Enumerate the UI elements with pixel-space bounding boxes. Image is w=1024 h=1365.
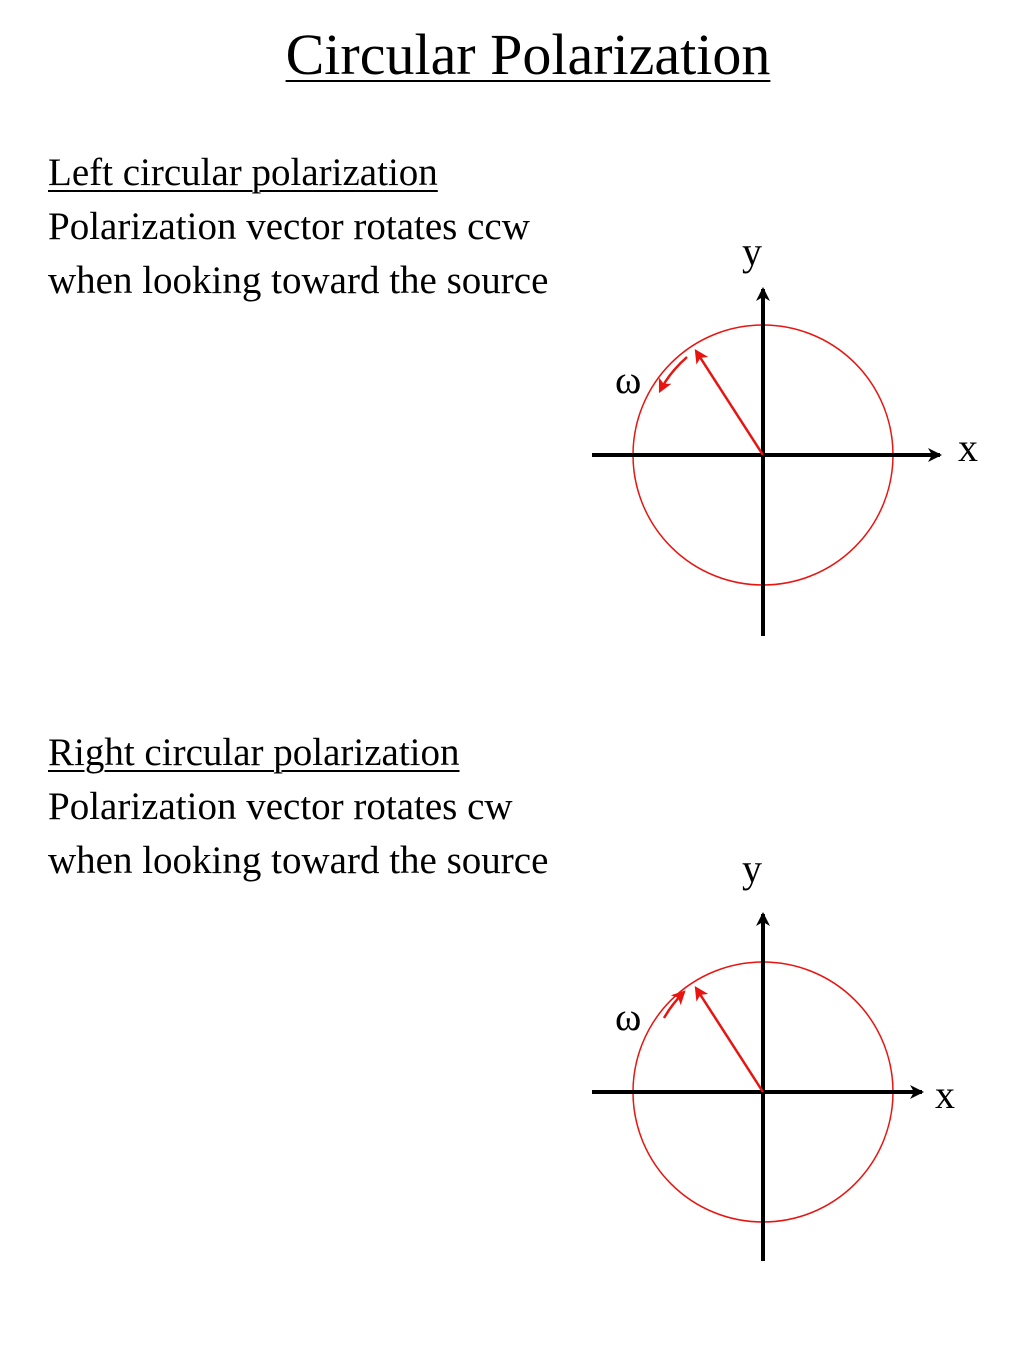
omega-label: ω	[615, 994, 642, 1039]
page-title: Circular Polarization	[285, 22, 771, 87]
left-polarization-heading: Left circular polarization	[48, 151, 438, 194]
x-axis-label: x	[958, 425, 978, 470]
polarization-vector	[696, 988, 763, 1092]
polarization-vector	[696, 351, 763, 455]
left-polarization-line-2: when looking toward the source	[48, 259, 549, 302]
right-polarization-text	[48, 726, 548, 888]
right-polarization-diagram	[560, 840, 1000, 1280]
y-axis-label: y	[742, 846, 762, 891]
left-polarization-diagram	[560, 225, 1000, 665]
y-axis-label: y	[742, 229, 762, 274]
left-polarization-line-1: Polarization vector rotates ccw	[48, 205, 530, 248]
left-polarization-text	[48, 146, 548, 308]
right-polarization-line-2: when looking toward the source	[48, 839, 549, 882]
right-polarization-svg	[560, 840, 1000, 1280]
left-polarization-svg	[560, 225, 1000, 665]
right-polarization-line-1: Polarization vector rotates cw	[48, 785, 513, 828]
omega-label: ω	[615, 357, 642, 402]
rotation-arrow-ccw	[660, 357, 687, 391]
right-polarization-heading: Right circular polarization	[48, 731, 460, 774]
x-axis-label: x	[935, 1072, 955, 1117]
